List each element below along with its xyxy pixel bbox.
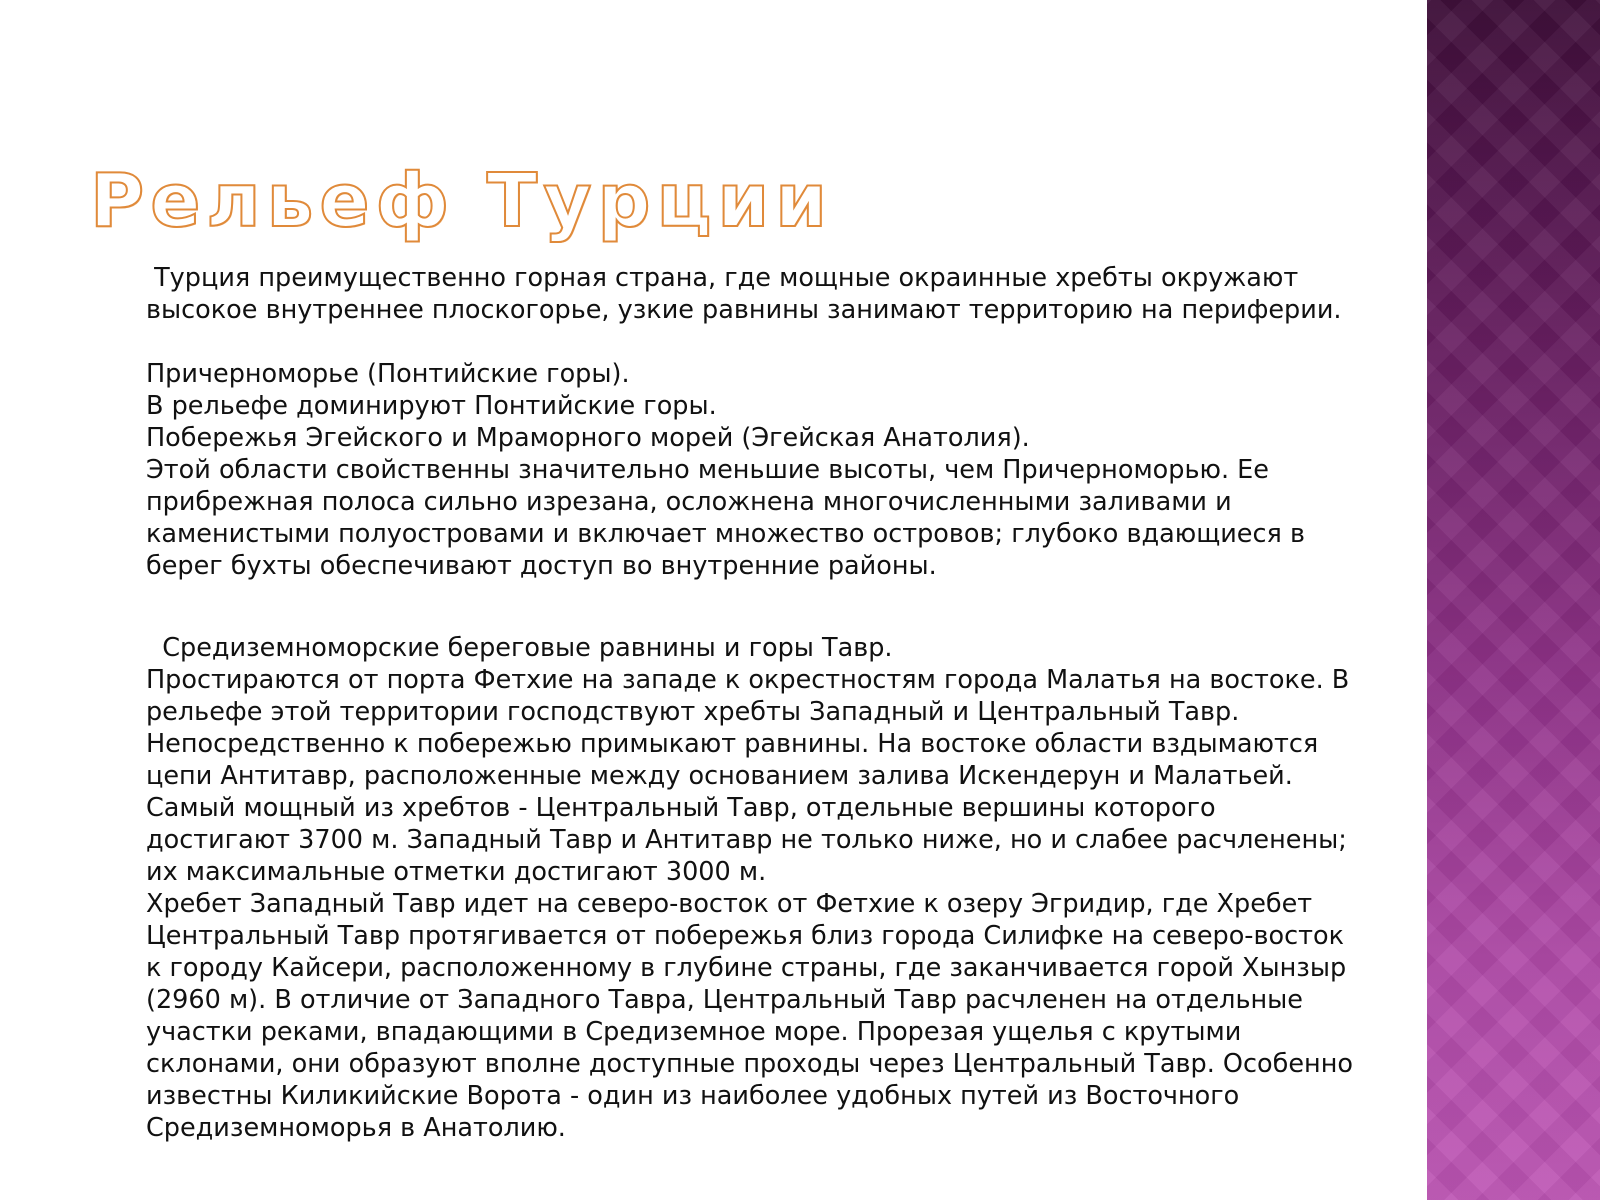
slide-title: Рельеф Турции xyxy=(90,158,834,244)
text-line: Хребет Западный Тавр идет на северо-восток от Фетхие к озеру Эгридир, где Хребет xyxy=(146,889,1313,919)
text-line: известны Киликийские Ворота - один из наиболее удобных путей из Восточного xyxy=(146,1081,1240,1111)
text-line: каменистыми полуостровами и включает множество островов; глубоко вдающиеся в xyxy=(146,519,1305,549)
paragraph-taurus xyxy=(146,632,1546,1144)
text-line: рельефе этой территории господствуют хребты Западный и Центральный Тавр. xyxy=(146,697,1240,727)
text-line: Простираются от порта Фетхие на западе к окрестностям города Малатья на востоке. В xyxy=(146,665,1350,695)
text-line: Самый мощный из хребтов - Центральный Тавр, отдельные вершины которого xyxy=(146,793,1216,823)
text-line: (2960 м). В отличие от Западного Тавра, Центральный Тавр расчленен на отдельные xyxy=(146,985,1303,1015)
text-line: Средиземноморские береговые равнины и горы Тавр. xyxy=(146,633,893,663)
text-line: к городу Кайсери, расположенному в глубине страны, где заканчивается горой Хынзыр xyxy=(146,953,1347,983)
slide-body xyxy=(146,262,1546,1144)
text-line: цепи Антитавр, расположенные между основанием залива Искендерун и Малатьей. xyxy=(146,761,1293,791)
text-line: Побережья Эгейского и Мраморного морей (Эгейская Анатолия). xyxy=(146,423,1030,453)
text-line: склонами, они образуют вполне доступные проходы через Центральный Тавр. Особенно xyxy=(146,1049,1353,1079)
text-line: Центральный Тавр протягивается от побережья близ города Силифке на северо-восток xyxy=(146,921,1345,951)
paragraph-regions xyxy=(146,358,1546,582)
text-line: участки реками, впадающими в Средиземное море. Прорезая ущелья с крутыми xyxy=(146,1017,1242,1047)
paragraph-intro xyxy=(146,262,1546,326)
text-line: их максимальные отметки достигают 3000 м. xyxy=(146,857,767,887)
text-line: прибрежная полоса сильно изрезана, осложнена многочисленными заливами и xyxy=(146,487,1232,517)
text-line: Непосредственно к побережью примыкают равнины. На востоке области вздымаются xyxy=(146,729,1319,759)
text-line: В рельефе доминируют Понтийские горы. xyxy=(146,391,717,421)
text-line: достигают 3700 м. Западный Тавр и Антитавр не только ниже, но и слабее расчленены; xyxy=(146,825,1347,855)
text-line: высокое внутреннее плоскогорье, узкие равнины занимают территорию на периферии. xyxy=(146,295,1342,325)
text-line: Турция преимущественно горная страна, где мощные окраинные хребты окружают xyxy=(146,263,1299,293)
text-line: Средиземноморья в Анатолию. xyxy=(146,1113,566,1143)
text-line: Этой области свойственны значительно меньшие высоты, чем Причерноморью. Ее xyxy=(146,455,1269,485)
text-line: берег бухты обеспечивают доступ во внутренние районы. xyxy=(146,551,937,581)
text-line: Причерноморье (Понтийские горы). xyxy=(146,359,630,389)
